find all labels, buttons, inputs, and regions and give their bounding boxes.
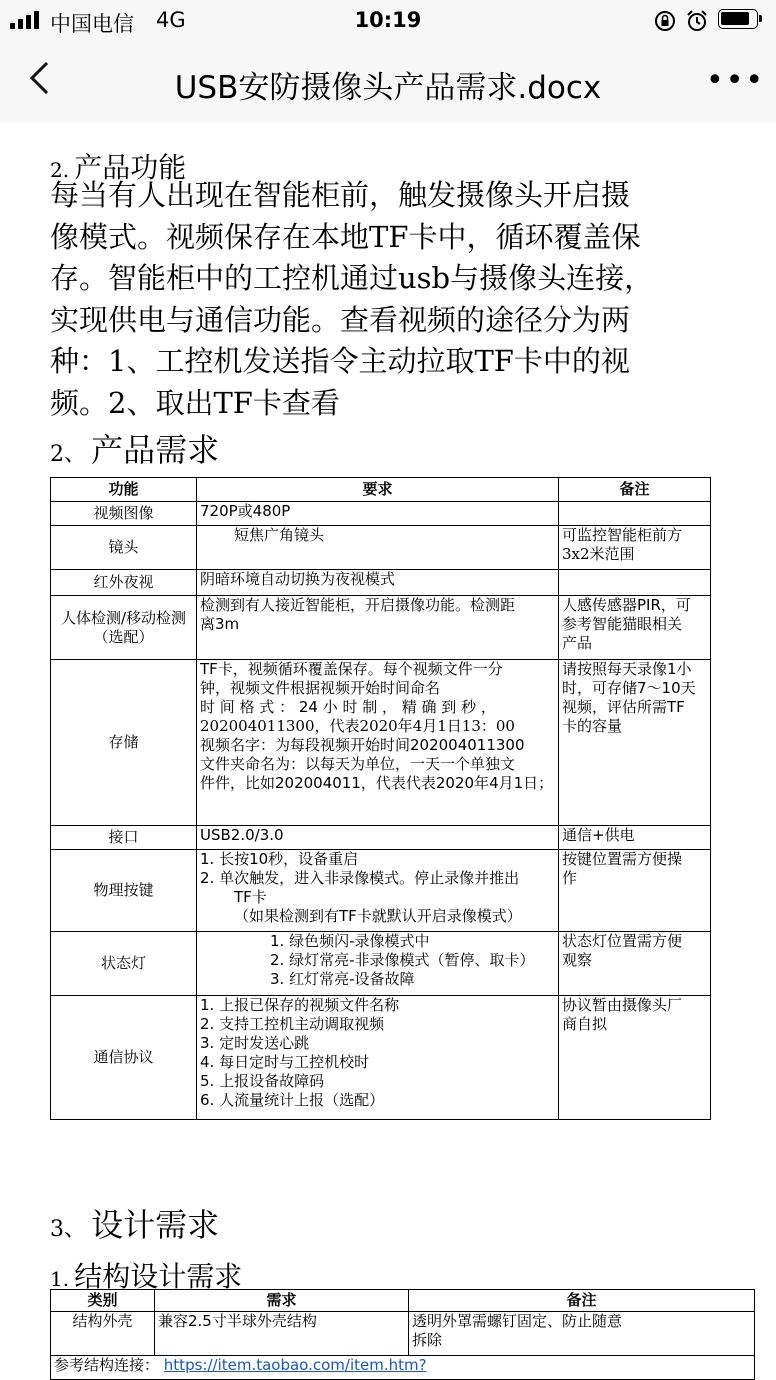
requirement-cell: 阴暗环境自动切换为夜视模式 xyxy=(197,570,559,596)
column-header: 需求 xyxy=(155,1290,409,1312)
note-cell: 协议暂由摄像头厂 商自拟 xyxy=(559,996,711,1120)
section-number: 1. xyxy=(50,1267,70,1291)
table-header-row xyxy=(51,1290,755,1312)
paragraph-line: 像模式。视频保存在本地TF卡中，循环覆盖保 xyxy=(50,219,641,254)
table-row xyxy=(51,526,711,570)
requirement-cell: 1. 长按10秒，设备重启 2. 单次触发，进入非录像模式。停止录像并推出 TF卡 （如果检测到有TF卡就默认开启录像模式） xyxy=(197,850,559,932)
note-cell: 透明外罩需螺钉固定、防止随意 拆除 xyxy=(409,1312,755,1356)
table-header-row xyxy=(51,478,711,502)
feature-cell: 物理按键 xyxy=(51,850,197,932)
feature-cell: 状态灯 xyxy=(51,932,197,996)
section-design-heading xyxy=(50,1200,219,1246)
reference-label: 参考结构连接： xyxy=(54,1356,160,1374)
requirement-cell: 检测到有人接近智能柜，开启摄像功能。检测距 离3m xyxy=(197,596,559,660)
paragraph-line: 实现供电与通信功能。查看视频的途径分为两 xyxy=(50,302,631,337)
section-title: 设计需求 xyxy=(91,1206,220,1244)
feature-cell: 人体检测/移动检测（选配） xyxy=(51,596,197,660)
reference-link[interactable]: https://item.taobao.com/item.htm? xyxy=(163,1356,427,1374)
requirement-cell: 短焦广角镜头 xyxy=(197,526,559,570)
section-title: 产品功能 xyxy=(74,151,187,184)
note-cell: 可监控智能柜前方 3x2米范围 xyxy=(559,526,711,570)
section-title: 结构设计需求 xyxy=(74,1260,243,1293)
section-number: 2、 xyxy=(50,442,86,467)
column-header: 备注 xyxy=(409,1290,755,1312)
requirement-cell: USB2.0/3.0 xyxy=(197,826,559,850)
paragraph-line: 频。2、取出TF卡查看 xyxy=(50,385,340,420)
table-row xyxy=(51,826,711,850)
network-type: 4G xyxy=(156,8,186,32)
nav-bar xyxy=(0,40,776,122)
column-header: 类别 xyxy=(51,1290,155,1312)
requirement-cell: 1. 上报已保存的视频文件名称 2. 支持工控机主动调取视频 3. 定时发送心跳 4. 每日定时与工控机校时 5. 上报设备故障码 6. 人流量统计上报（选配） xyxy=(197,996,559,1120)
paragraph-line: 每当有人出现在智能柜前，触发摄像头开启摄 xyxy=(50,178,631,212)
table-row xyxy=(51,502,711,526)
table-row xyxy=(51,932,711,996)
requirement-cell: 1. 绿色频闪-录像模式中 2. 绿灯常亮-非录像模式（暂停、取卡） 3. 红灯常亮-设备故障 xyxy=(197,932,559,996)
section-title: 产品需求 xyxy=(91,431,220,469)
note-cell xyxy=(559,570,711,596)
column-header: 功能 xyxy=(51,478,197,502)
document-title: USB安防摄像头产品需求.docx xyxy=(174,70,602,106)
requirements-table xyxy=(50,477,711,1120)
section-number: 2. xyxy=(50,158,70,182)
table-row xyxy=(51,570,711,596)
column-header: 要求 xyxy=(197,478,559,502)
feature-cell: 红外夜视 xyxy=(51,570,197,596)
section-requirements-heading xyxy=(50,425,219,471)
table-row xyxy=(51,850,711,932)
clock: 10:19 xyxy=(354,8,422,32)
structure-design-table xyxy=(50,1289,755,1380)
section-number: 3、 xyxy=(50,1217,86,1242)
status-bar xyxy=(0,0,776,40)
battery-icon xyxy=(718,9,758,29)
note-cell: 人感传感器PIR，可 参考智能猫眼相关 产品 xyxy=(559,596,711,660)
category-cell: 结构外壳 xyxy=(51,1312,155,1356)
feature-cell: 存储 xyxy=(51,660,197,826)
carrier-name: 中国电信 xyxy=(50,12,134,36)
paragraph-line: 种：1、工控机发送指令主动拉取TF卡中的视 xyxy=(50,344,630,378)
feature-cell: 视频图像 xyxy=(51,502,197,526)
requirement-cell: 兼容2.5寸半球外壳结构 xyxy=(155,1312,409,1356)
column-header: 备注 xyxy=(559,478,711,502)
feature-cell: 通信协议 xyxy=(51,996,197,1120)
feature-cell: 接口 xyxy=(51,826,197,850)
alarm-clock-icon xyxy=(686,9,708,33)
note-cell: 按键位置需方便操 作 xyxy=(559,850,711,932)
table-row xyxy=(51,660,711,826)
requirement-cell: 720P或480P xyxy=(197,502,559,526)
more-options-icon[interactable]: ••• xyxy=(706,63,766,98)
note-cell: 状态灯位置需方便 观察 xyxy=(559,932,711,996)
paragraph-line: 存。智能柜中的工控机通过usb与摄像头连接， xyxy=(50,261,654,295)
requirement-cell: TF卡，视频循环覆盖保存。每个视频文件一分 钟，视频文件根据视频开始时间命名 时 间 格 式 ： 24 小 时 制 ， 精 确 到 秒 ， 202004011300，代表2020年4月1日13：00 视频名字：为每段视频开始时间202004011300 文件夹命名为：以每天为单位，一天一个单独文 件件，比如202004011，代表代表2020年4月1日； xyxy=(197,660,559,826)
feature-cell: 镜头 xyxy=(51,526,197,570)
table-row xyxy=(51,996,711,1120)
table-row xyxy=(51,1312,755,1356)
rotation-lock-icon xyxy=(654,10,676,32)
note-cell: 通信+供电 xyxy=(559,826,711,850)
table-row xyxy=(51,1356,755,1380)
function-paragraph xyxy=(50,175,750,424)
note-cell: 请按照每天录像1小 时，可存储7～10天 视频，评估所需TF 卡的容量 xyxy=(559,660,711,826)
table-row xyxy=(51,596,711,660)
note-cell xyxy=(559,502,711,526)
reference-link-cell xyxy=(51,1356,755,1380)
